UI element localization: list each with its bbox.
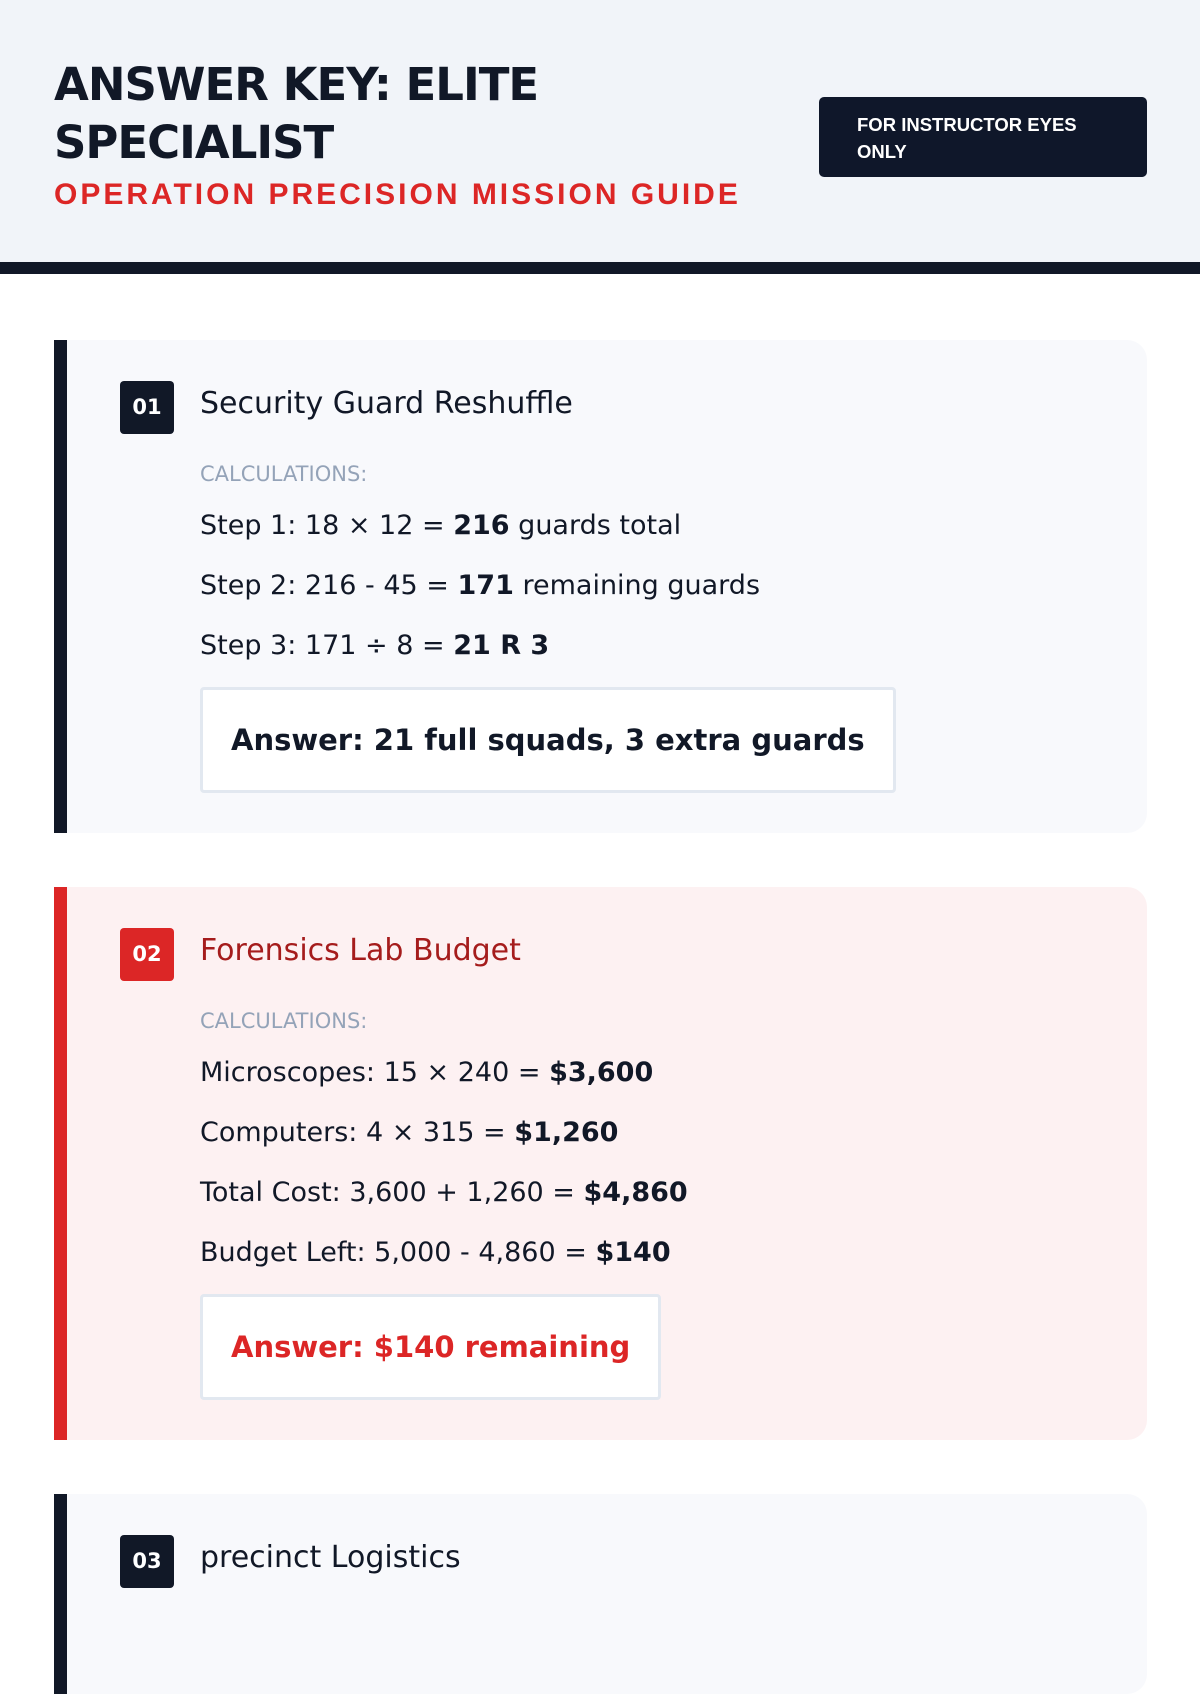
calculation-steps [200,1053,688,1293]
problem-title: Security Guard Reshuffle [200,386,573,421]
step-result: $140 [595,1237,671,1268]
calculation-steps [200,506,760,686]
page-subtitle: OPERATION PRECISION MISSION GUIDE [54,178,741,211]
calculations-label: CALCULATIONS: [200,462,368,486]
page-title: ANSWER KEY: ELITE SPECIALIST [54,58,539,169]
instructor-badge: FOR INSTRUCTOR EYES ONLY [819,97,1147,177]
step-result: 216 [453,510,510,541]
step-result: $3,600 [549,1057,654,1088]
page-header [0,0,1200,274]
problem-title: Forensics Lab Budget [200,933,521,968]
step-result: $1,260 [514,1117,619,1148]
calculation-step: Step 2: 216 - 45 = 171 remaining guards [200,570,761,601]
step-result: 21 R 3 [453,630,550,661]
problem-card-03 [54,1494,1147,1694]
calculations-label: CALCULATIONS: [200,1009,368,1033]
calculation-step: Step 3: 171 ÷ 8 = 21 R 3 [200,630,550,661]
step-result: $4,860 [583,1177,688,1208]
calculation-step: Microscopes: 15 × 240 = $3,600 [200,1057,654,1088]
calculation-step: Total Cost: 3,600 + 1,260 = $4,860 [200,1177,688,1208]
problem-number-badge: 03 [120,1535,174,1588]
problem-number-badge: 02 [120,928,174,981]
answer-box: Answer: $140 remaining [200,1294,661,1400]
problem-card-01 [54,340,1147,833]
calculation-step: Step 1: 18 × 12 = 216 guards total [200,510,682,541]
answer-box: Answer: 21 full squads, 3 extra guards [200,687,896,793]
problem-number-badge: 01 [120,381,174,434]
step-result: 171 [457,570,514,601]
problem-card-02 [54,887,1147,1440]
problem-title: precinct Logistics [200,1540,461,1575]
calculation-step: Computers: 4 × 315 = $1,260 [200,1117,619,1148]
calculation-step: Budget Left: 5,000 - 4,860 = $140 [200,1237,671,1268]
